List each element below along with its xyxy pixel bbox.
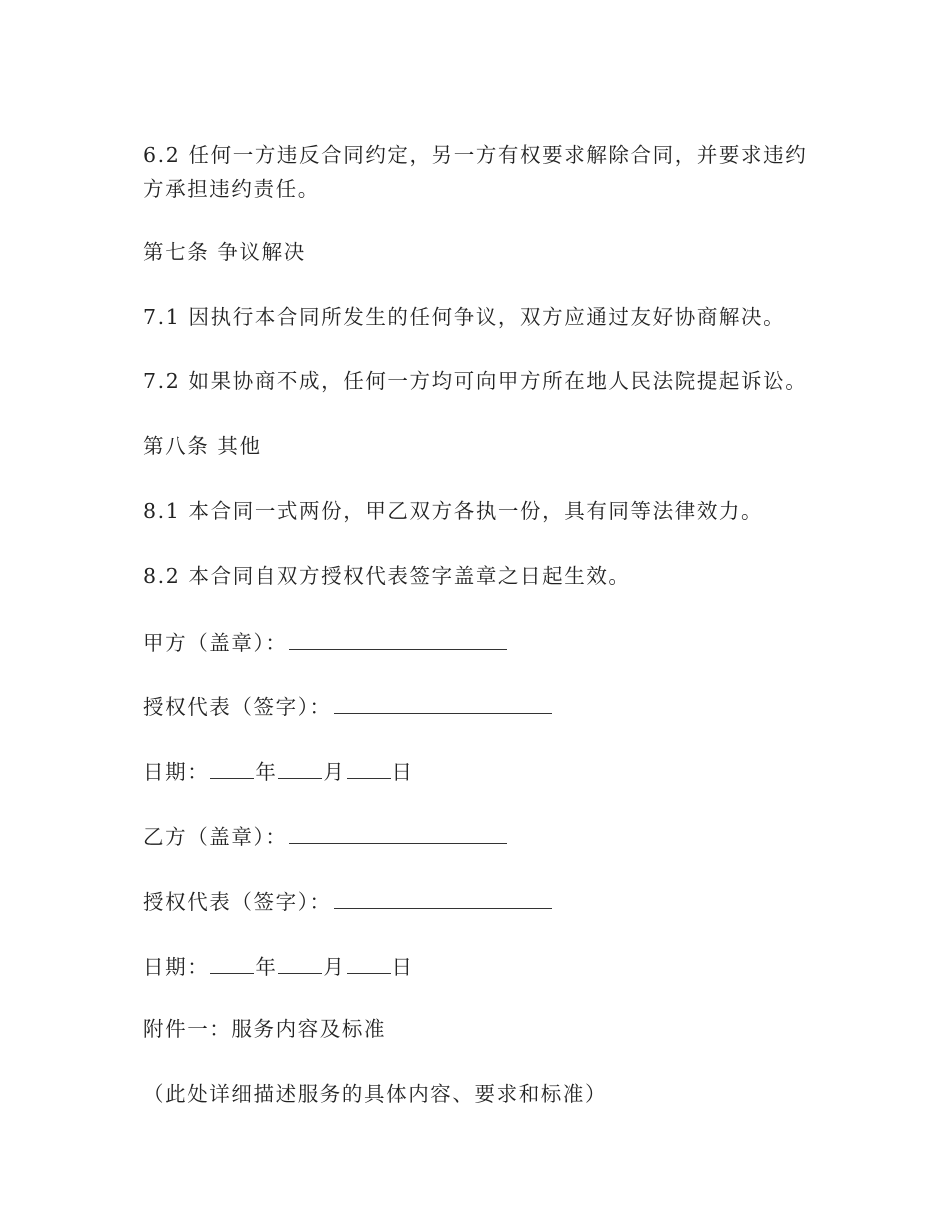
party-a-date-label: 日期： [143, 760, 210, 784]
clause-6-2-line2: 方承担违约责任。 [143, 177, 320, 201]
party-b-day-field[interactable] [347, 955, 391, 974]
party-b-month-field[interactable] [278, 955, 322, 974]
party-b-date-label: 日期： [143, 955, 210, 979]
party-a-seal-row [143, 631, 507, 653]
clause-8-1: 8.1 本合同一式两份，甲乙双方各执一份，具有同等法律效力。 [143, 499, 764, 523]
party-b-rep-row [143, 890, 552, 912]
party-b-day-label: 日 [391, 955, 414, 979]
appendix-title: 附件一：服务内容及标准 [143, 1017, 387, 1041]
appendix-note: （此处详细描述服务的具体内容、要求和标准） [143, 1082, 608, 1106]
party-a-year-label: 年 [255, 760, 278, 784]
party-a-date-row [143, 760, 414, 782]
party-b-month-label: 月 [323, 955, 346, 979]
party-b-rep-label: 授权代表（签字）： [143, 890, 332, 914]
party-b-year-field[interactable] [210, 955, 254, 974]
party-a-rep-label: 授权代表（签字）： [143, 695, 332, 719]
party-a-month-label: 月 [323, 760, 346, 784]
clause-8-2: 8.2 本合同自双方授权代表签字盖章之日起生效。 [143, 564, 631, 588]
party-a-rep-row [143, 695, 552, 717]
party-a-day-field[interactable] [347, 760, 391, 779]
party-a-day-label: 日 [391, 760, 414, 784]
party-a-rep-signature-field[interactable] [334, 695, 552, 714]
party-b-seal-row [143, 825, 507, 847]
article-8-heading: 第八条 其他 [143, 434, 262, 458]
party-b-date-row [143, 955, 414, 977]
clause-7-1: 7.1 因执行本合同所发生的任何争议，双方应通过友好协商解决。 [143, 305, 786, 329]
clause-7-2: 7.2 如果协商不成，任何一方均可向甲方所在地人民法院提起诉讼。 [143, 369, 808, 393]
party-b-rep-signature-field[interactable] [334, 890, 552, 909]
party-a-seal-field[interactable] [289, 631, 507, 650]
clause-6-2-line1: 6.2 任何一方违反合同约定，另一方有权要求解除合同，并要求违约 [143, 143, 808, 167]
party-a-seal-label: 甲方（盖章）： [143, 631, 288, 655]
party-b-seal-label: 乙方（盖章）： [143, 825, 288, 849]
party-a-month-field[interactable] [278, 760, 322, 779]
party-b-year-label: 年 [255, 955, 278, 979]
party-a-year-field[interactable] [210, 760, 254, 779]
party-b-seal-field[interactable] [289, 825, 507, 844]
article-7-heading: 第七条 争议解决 [143, 240, 306, 264]
